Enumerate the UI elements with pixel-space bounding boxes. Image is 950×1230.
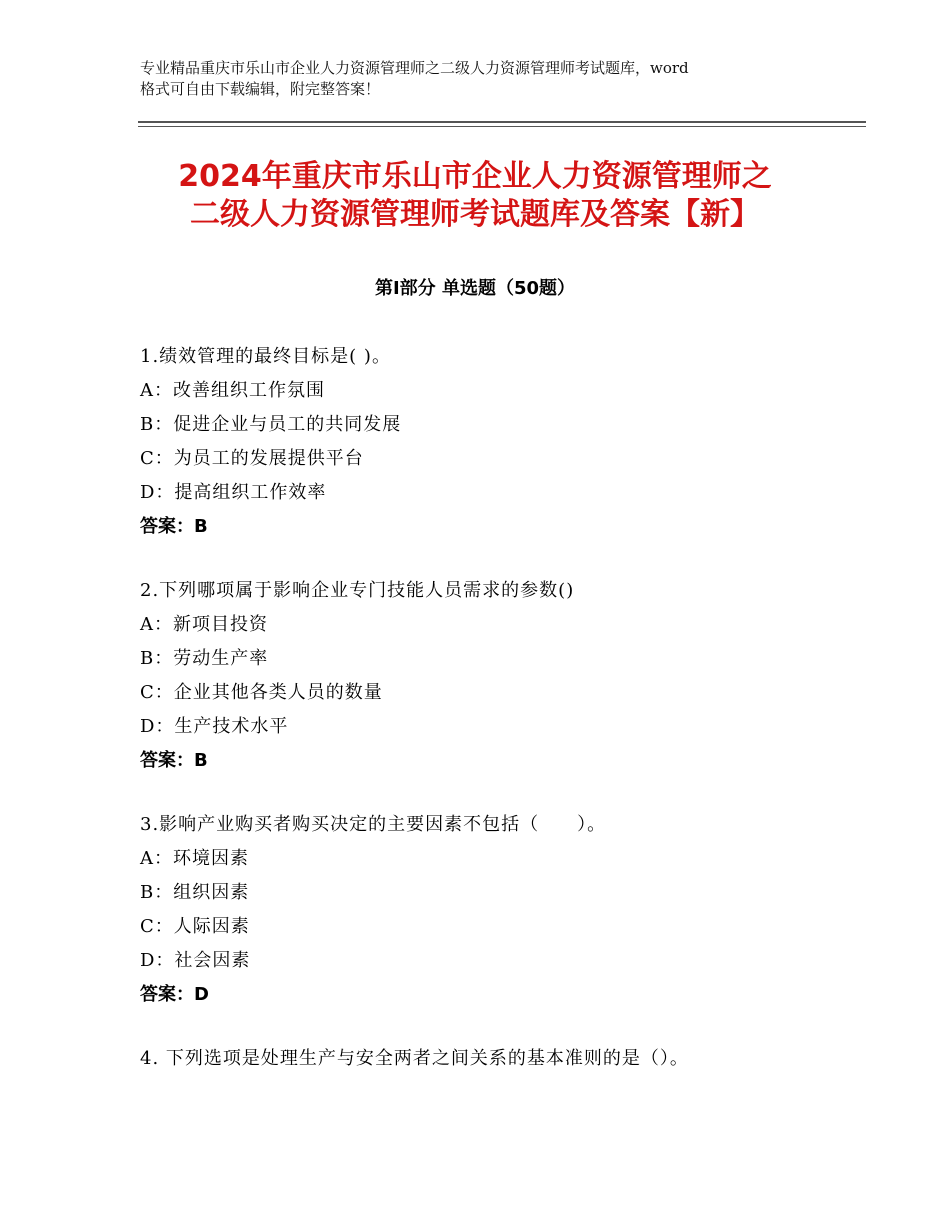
answer-label: 答案：B [140, 750, 208, 771]
question-stem: 3.影响产业购买者购买决定的主要因素不包括（ ）。 [140, 814, 607, 835]
option-d: D：生产技术水平 [140, 716, 289, 737]
option-b: B：促进企业与员工的共同发展 [140, 414, 402, 435]
option-c: C：为员工的发展提供平台 [140, 448, 364, 469]
header-divider-thin [138, 126, 866, 127]
option-b: B：劳动生产率 [140, 648, 269, 669]
header-note-line1: 专业精品重庆市乐山市企业人力资源管理师之二级人力资源管理师考试题库，word [140, 59, 689, 77]
question-stem: 2.下列哪项属于影响企业专门技能人员需求的参数() [140, 580, 575, 601]
option-d: D：提高组织工作效率 [140, 482, 327, 503]
question-2 [140, 574, 840, 778]
question-list [140, 340, 840, 1106]
question-stem: 4. 下列选项是处理生产与安全两者之间关系的基本准则的是（）。 [140, 1048, 689, 1069]
section-heading: 第Ⅰ部分 单选题（50题） [374, 278, 575, 299]
answer-label: 答案：B [140, 516, 208, 537]
document-title-line2: 二级人力资源管理师考试题库及答案【新】 [190, 197, 760, 232]
header-note-line2: 格式可自由下载编辑，附完整答案！ [140, 80, 381, 98]
option-a: A：新项目投资 [140, 614, 268, 635]
question-1 [140, 340, 840, 544]
document-title [130, 158, 820, 234]
document-title-line1: 2024年重庆市乐山市企业人力资源管理师之 [178, 159, 772, 194]
question-4 [140, 1042, 840, 1076]
question-3 [140, 808, 840, 1012]
option-b: B：组织因素 [140, 882, 250, 903]
option-c: C：企业其他各类人员的数量 [140, 682, 383, 703]
header-divider-thick [138, 121, 866, 123]
header-note [140, 58, 820, 100]
option-a: A：环境因素 [140, 848, 249, 869]
question-stem: 1.绩效管理的最终目标是( )。 [140, 346, 391, 367]
option-a: A：改善组织工作氛围 [140, 380, 325, 401]
option-d: D：社会因素 [140, 950, 251, 971]
option-c: C：人际因素 [140, 916, 250, 937]
answer-label: 答案：D [140, 984, 209, 1005]
